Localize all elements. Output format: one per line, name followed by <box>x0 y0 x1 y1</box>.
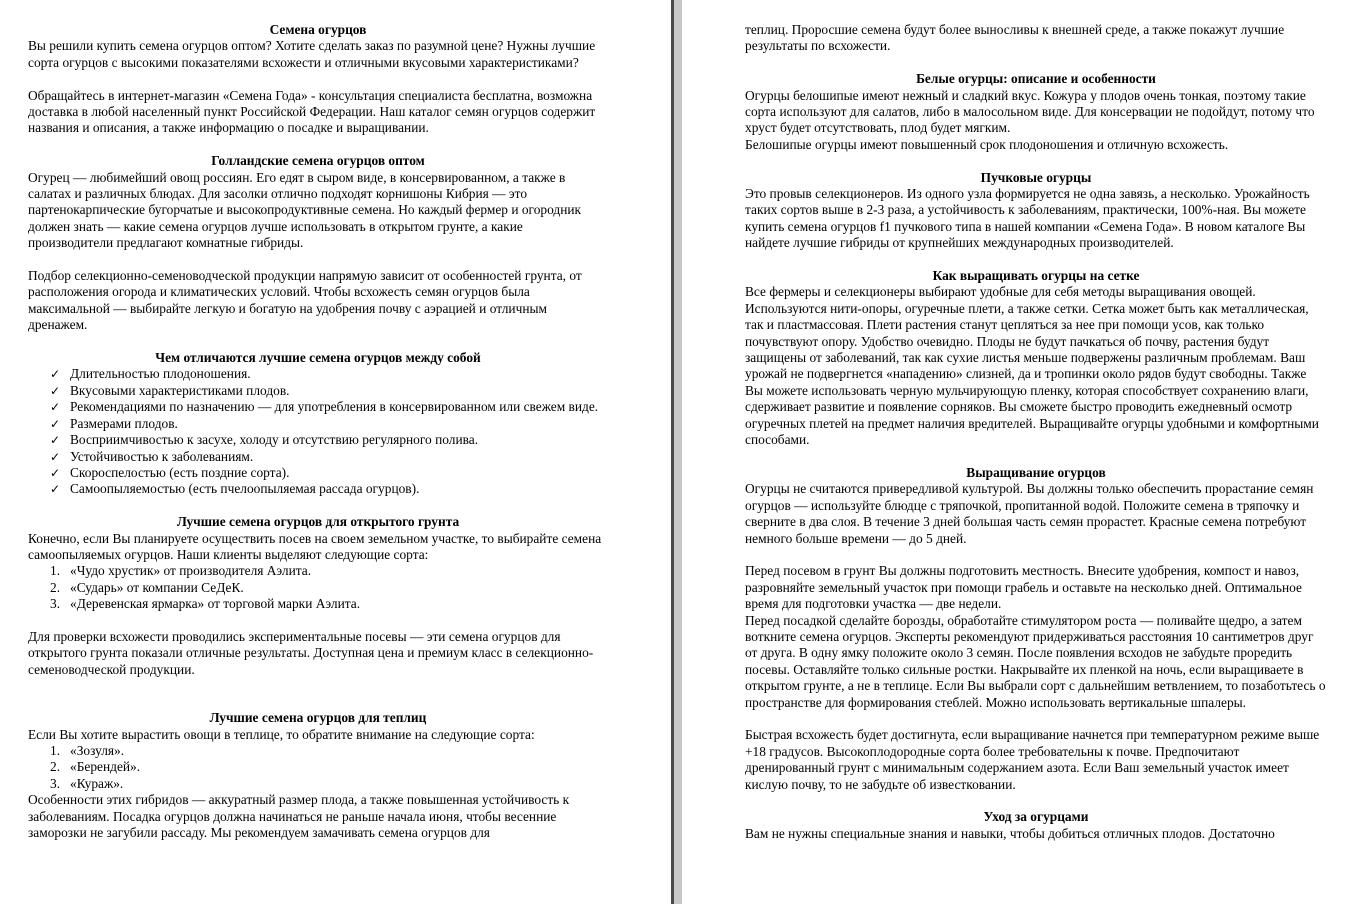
list-text: «Берендей». <box>70 759 141 775</box>
list-item: ✓ Восприимчивостью к засухе, холоду и отсутствию регулярного полива. <box>70 432 608 448</box>
paragraph: Подбор селекционно-семеноводческой продукции напрямую зависит от особенностей грунта, от расположения огорода и климатических условий. Чтобы всхожесть семян огурцов была максимальной — выбирайте легкую и богатую на удобрения почву с аэрацией и отличным дренажем. <box>28 268 582 333</box>
list-item: ✓ Устойчивостью к заболеваниям. <box>70 449 608 465</box>
heading-dutch-seeds: Голландские семена огурцов оптом <box>211 153 425 169</box>
paragraph: Все фермеры и селекционеры выбирают удобные для себя методы выращивания овощей. Используются нити-опоры, огуречные плети, а также сетки. Сетка может быть как металлическая, так и пластмассовая. Плети растения станут цепляться за нее при помощи усов, как только почувствуют опору. Удобство очевидно. Плоды не будут пачкаться об почву, растения будут защищены от заболеваний, так как сухие листья меньше подвержены различным проблемам. Ваш урожай не подвергнется «нападению» слизней, да и тропинки около рядов будут свободны. Также Вы можете использовать черную мульчирующую пленку, которая способствует сохранению влаги, сдерживает развитие и появление сорняков. Вы сможете быстро проводить ежедневный осмотр огуречных плетей на предмет наличия вредителей. Выращивайте огурцы удобными и комфортными способами. <box>745 284 1319 448</box>
list-item <box>28 743 608 759</box>
checkmark-list <box>28 366 608 497</box>
heading-white-cucumbers: Белые огурцы: описание и особенности <box>916 71 1156 87</box>
heading-open-ground: Лучшие семена огурцов для открытого грунта <box>176 514 460 530</box>
list-item: ✓ Вкусовыми характеристиками плодов. <box>70 383 608 399</box>
heading-cucumber-seeds: Семена огурцов <box>269 22 367 37</box>
list-item: ✓ Рекомендациями по назначению — для употребления в консервированном или свежем виде. <box>70 399 608 415</box>
paragraph: Для проверки всхожести проводились экспериментальные посевы — эти семена огурцов для открытого грунта показали отличные результаты. Доступная цена и премиум класс в селекционно-семеноводческой продукции. <box>28 628 594 677</box>
numbered-list <box>28 743 608 792</box>
paragraph: Огурец — любимейший овощ россиян. Его едят в сыром виде, в консервированном, а также в салатах и различных блюдах. Для засолки отлично подходят корнишоны Кибрия — это партенокарпические бугорчатые и высокопродуктивные семена. Но каждый фермер и огородник должен знать — какие семена огурцов лучше использовать в открытом грунте, а какие производители предлагают комнатные гибриды. <box>28 169 582 251</box>
list-item: ✓ Длительностью плодоношения. <box>70 366 608 382</box>
list-item <box>28 563 608 579</box>
paragraph: Перед посевом в грунт Вы должны подготовить местность. Внесите удобрения, компост и навоз, разровняйте земельный участок при помощи грабель и оставьте на несколько дней. Оптимальное время для подготовки участка — две недели. <box>745 563 1302 612</box>
heading-bunch-cucumbers: Пучковые огурцы <box>980 169 1092 185</box>
list-number: 2. <box>50 759 61 775</box>
list-number: 1. <box>50 563 61 579</box>
paragraph: Обращайтесь в интернет-магазин «Семена Года» - консультация специалиста бесплатна, возможна доставка в любой населенный пункт Российской Федерации. Наш каталог семян огурцов содержит названия и описания, а также информацию о посадке и выращивании. <box>28 87 596 136</box>
page-right-content <box>745 22 1327 842</box>
paragraph: Конечно, если Вы планируете осуществить посев на своем земельном участке, то выбирайте семена самоопыляемых огурцов. Наши клиенты выделяют следующие сорта: <box>28 530 602 562</box>
paragraph: Если Вы хотите вырастить овощи в теплице, то обратите внимание на следующие сорта: <box>28 726 535 742</box>
paragraph: теплиц. Проросшие семена будут более выносливы к внешней среде, а также покажут лучшие результаты по всхожести. <box>745 22 1285 54</box>
list-number: 3. <box>50 775 61 791</box>
heading-growing-on-net: Как выращивать огурцы на сетке <box>932 268 1140 284</box>
list-number: 3. <box>50 596 61 612</box>
paragraph: Особенности этих гибридов — аккуратный размер плода, а также повышенная устойчивость к заболеваниям. Посадка огурцов должна начинаться не раньше начала июня, чтобы весенние заморозки не загубили рассаду. Мы рекомендуем замачивать семена огурцов для <box>28 792 570 840</box>
paragraph: Это провыв селекционеров. Из одного узла формируется не одна завязь, а несколько. Урожайность таких сортов выше в 2-3 раза, а устойчивость к заболеваниям, практически, 100%-ная. Вы можете купить семена огурцов f1 пучкового типа в нашей компании «Семена Года». В новом каталоге Вы найдете лучшие гибриды от крупнейших международных производителей. <box>745 186 1310 251</box>
paragraph: Быстрая всхожесть будет достигнута, если выращивание начнется при температурном режиме выше +18 градусов. Высокоплодородные сорта более требовательны к почве. Предпочитают дренированный грунт с минимальным содержанием азота. Если Ваш земельный участок имеет кислую почву, то не забудьте об известковании. <box>745 727 1320 792</box>
list-item <box>28 596 608 612</box>
heading-differences: Чем отличаются лучшие семена огурцов между собой <box>155 350 481 366</box>
paragraph: Огурцы белошипые имеют нежный и сладкий вкус. Кожура у плодов очень тонкая, поэтому такие сорта используют для салатов, либо в малосольном виде. Для консервации не подойдут, потому что хруст будет отсутствовать, плод будет мягким. <box>745 87 1315 136</box>
list-item: ✓ Размерами плодов. <box>70 416 608 432</box>
heading-greenhouse: Лучшие семена огурцов для теплиц <box>209 710 427 726</box>
page-gutter <box>674 0 682 904</box>
paragraph: Огурцы не считаются привередливой культурой. Вы должны только обеспечить прорастание семян огурцов — используйте блюдце с тряпочкой, пропитанной водой. Положите семена в тряпочку и сверните в два слоя. В течение 3 дней большая часть семян прорастет. Красные семена потребуют немного больше времени — до 5 дней. <box>745 481 1314 546</box>
paragraph: Вы решили купить семена огурцов оптом? Хотите сделать заказ по разумной цене? Нужны лучшие сорта огурцов с высокими показателями всхожести и отличными вкусовыми характеристиками? <box>28 38 596 70</box>
list-text: «Чудо хрустик» от производителя Аэлита. <box>70 563 312 579</box>
list-item <box>28 580 608 596</box>
list-item: ✓ Самоопыляемостью (есть пчелоопыляемая рассада огурцов). <box>70 481 608 497</box>
list-number: 2. <box>50 579 61 595</box>
document-page-right <box>682 0 1365 904</box>
paragraph: Белошипые огурцы имеют повышенный срок плодоношения и отличную всхожесть. <box>745 136 1229 152</box>
document-page-left <box>0 0 671 904</box>
list-text: «Зозуля». <box>70 742 125 758</box>
heading-care: Уход за огурцами <box>983 809 1089 825</box>
page-left-content <box>28 22 608 841</box>
paragraph: Вам не нужны специальные знания и навыки, чтобы добиться отличных плодов. Достаточно <box>745 825 1275 841</box>
list-text: «Сударь» от компании СеДеК. <box>70 579 244 595</box>
list-item: ✓ Скороспелостью (есть поздние сорта). <box>70 465 608 481</box>
numbered-list <box>28 563 608 612</box>
paragraph: Перед посадкой сделайте борозды, обработайте стимулятором роста — поливайте щедро, а затем воткните семена огурцов. Эксперты рекомендуют придерживаться расстояния 10 сантиметров друг от друга. В одну ямку положите около 3 семян. После появления всходов не забудьте проредить посевы. Оставляйте только сильные ростки. Накрывайте их пленкой на ночь, если выращиваете в открытом грунте, а не в теплице. Если Вы выбрали сорт с дальнейшим ветвлением, то позаботьтесь о пространстве для формирования стеблей. Можно использовать вертикальные шпалеры. <box>745 612 1326 710</box>
list-item <box>28 759 608 775</box>
list-item <box>28 776 608 792</box>
list-text: «Деревенская ярмарка» от торговой марки Аэлита. <box>70 596 361 612</box>
list-text: «Кураж». <box>70 775 124 791</box>
heading-growing: Выращивание огурцов <box>966 464 1106 480</box>
list-number: 1. <box>50 742 61 758</box>
